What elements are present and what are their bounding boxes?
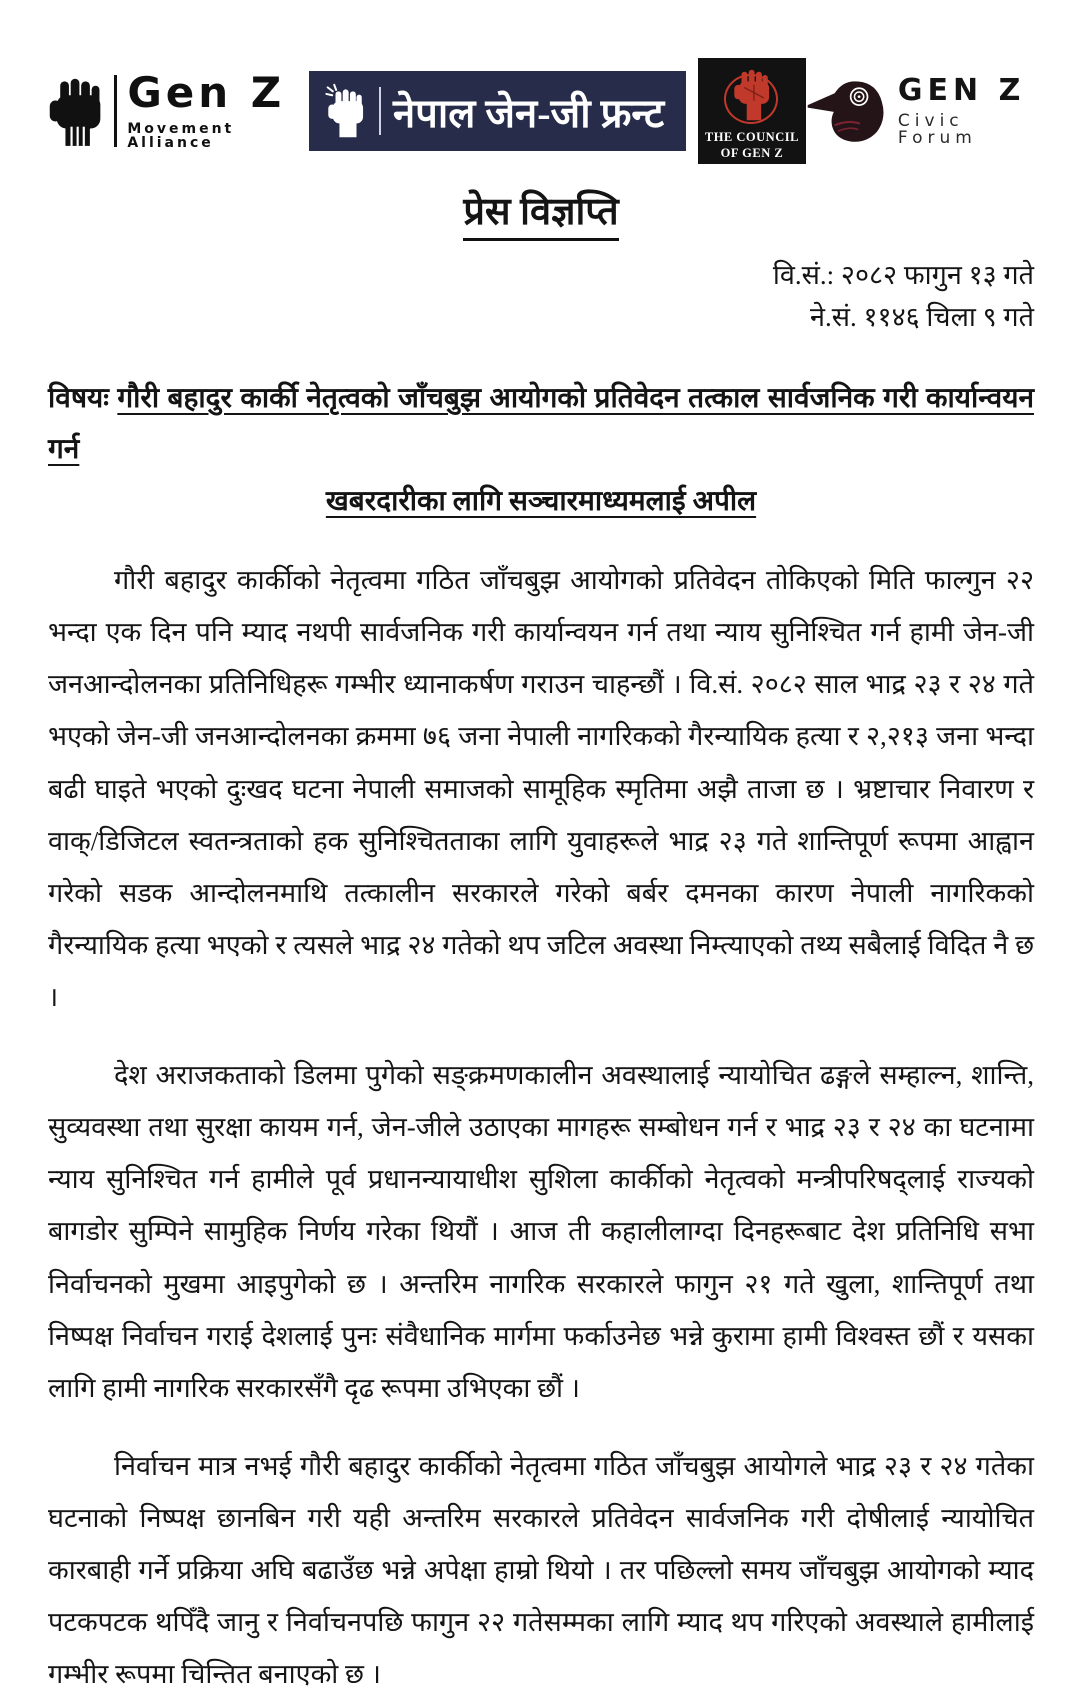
- council-line1: THE COUNCIL: [704, 130, 799, 144]
- council-line2: OF GEN Z: [720, 145, 784, 160]
- body-text: [48, 554, 1034, 1700]
- title-row: [48, 184, 1034, 241]
- paragraph-2: देश अराजकताको डिलमा पुगेको सङ्क्रमणकालीन अवस्थालाई न्यायोचित ढङ्गले सम्हाल्न, शान्ति, सुव्यवस्था तथा सुरक्षा कायम गर्न, जेन-जीले उठाएका मागहरू सम्बोधन गर्न र भाद्र २३ र २४ का घटनामा न्याय सुनिश्चित गर्न हामीले पूर्व प्रधानन्यायाधीश सुशिला कार्कीको नेतृत्वको मन्त्रीपरिषद्लाई राज्यको बागडोर सुम्पिने सामुहिक निर्णय गरेका थियौं । आज ती कहालीलाग्दा दिनहरूबाट देश प्रतिनिधि सभा निर्वाचनको मुखमा आइपुगेको छ । अन्तरिम नागरिक सरकारले फागुन २१ गते खुला, शान्तिपूर्ण तथा निष्पक्ष निर्वाचन गराई देशलाई पुनः संवैधानिक मार्गमा फर्काउनेछ भन्ने कुरामा हामी विश्वस्त छौं र यसका लागि हामी नागरिक सरकारसँगै दृढ रूपमा उभिएका छौं ।: [48, 1060, 1034, 1403]
- raised-fist-megaphone-icon: [325, 82, 367, 140]
- subject-block: [48, 373, 1034, 528]
- nepal-genz-front-banner: [309, 71, 686, 151]
- subject-line2: [48, 476, 1034, 528]
- alliance-subtitle: Movement Alliance: [127, 121, 235, 151]
- date-ns: ने.सं. ११४६ चिला ९ गते: [810, 301, 1034, 332]
- council-of-genz-logo: [698, 58, 806, 164]
- civic-subtitle: Civic Forum: [897, 110, 977, 148]
- alliance-text: [127, 68, 303, 151]
- civic-text: [897, 72, 1034, 148]
- genz-civic-forum-logo: [806, 68, 1034, 154]
- paragraph-1: गौरी बहादुर कार्कीको नेतृत्वमा गठित जाँचबुझ आयोगको प्रतिवेदन तोकिएको मिति फाल्गुन २२ भन्दा एक दिन पनि म्याद नथपी सार्वजनिक गरी कार्यान्वयन गर्न तथा न्याय सुनिश्चित गर्न हामी जेन-जी जनआन्दोलनका प्रतिनिधिहरू गम्भीर ध्यानाकर्षण गराउन चाहन्छौं । वि.सं. २०८२ साल भाद्र २३ र २४ गते भएको जेन-जी जनआन्दोलनका क्रममा ७६ जना नेपाली नागरिकको गैरन्यायिक हत्या र २,२१३ जना भन्दा बढी घाइते भएको दुःखद घटना नेपाली समाजको सामूहिक स्मृतिमा अझै ताजा छ । भ्रष्टाचार निवारण र वाक्/डिजिटल स्वतन्त्रताको हक सुनिश्चितताका लागि युवाहरूले भाद्र २३ गते शान्तिपूर्ण रूपमा आह्वान गरेको सडक आन्दोलनमाथि तत्कालीन सरकारले गरेको बर्बर दमनका कारण नेपाली नागरिकको गैरन्यायिक हत्या भएको र त्यसले भाद्र २४ गतेको थप जटिल अवस्था निम्त्याएको तथ्य सबैलाई विदित नै छ ।: [48, 565, 1034, 1012]
- alliance-name: Gen Z: [127, 68, 286, 117]
- subject-text1: गौरी बहादुर कार्की नेतृत्वको जाँचबुझ आयोगको प्रतिवेदन तत्काल सार्वजनिक गरी कार्यान्वयन गर्न: [48, 382, 1034, 466]
- logo-strip: [48, 52, 1034, 170]
- paragraph-3: निर्वाचन मात्र नभई गौरी बहादुर कार्कीको नेतृत्वमा गठित जाँचबुझ आयोगले भाद्र २३ र २४ गतेका घटनाको निष्पक्ष छानबिन गरी यही अन्तरिम सरकारले प्रतिवेदन सार्वजनिक गरी दोषीलाई न्यायोचित कारबाही गर्ने प्रक्रिया अघि बढाउँछ भन्ने अपेक्षा हाम्रो थियो । तर पछिल्लो समय जाँचबुझ आयोगको म्याद पटकपटक थपिँदै जानु र निर्वाचनपछि फागुन २२ गतेसम्मका लागि म्याद थप गरिएको अवस्थाले हामीलाई गम्भीर रूपमा चिन्तित बनाएको छ ।: [48, 1450, 1034, 1690]
- logo-divider: [114, 75, 117, 147]
- genz-movement-alliance-logo: [48, 69, 303, 153]
- subject-prefix: विषयः: [48, 382, 109, 414]
- date-block: [48, 255, 1034, 339]
- civic-name: GEN Z: [897, 72, 1026, 108]
- crow-icon: [806, 68, 890, 154]
- council-emblem: [720, 64, 784, 126]
- red-fist-icon: [731, 64, 773, 124]
- council-text: [705, 130, 799, 161]
- subject-text2: खबरदारीका लागि सञ्चारमाध्यमलाई अपील: [325, 486, 757, 518]
- date-bs: वि.सं.: २०८२ फागुन १३ गते: [772, 260, 1034, 290]
- subject-line1: [48, 373, 1034, 477]
- front-banner-title: नेपाल जेन-जी फ्रन्ट: [392, 90, 665, 136]
- banner-divider: [379, 87, 381, 135]
- page-title: प्रेस विज्ञप्ति: [463, 184, 618, 241]
- raised-fist-icon: [48, 69, 104, 153]
